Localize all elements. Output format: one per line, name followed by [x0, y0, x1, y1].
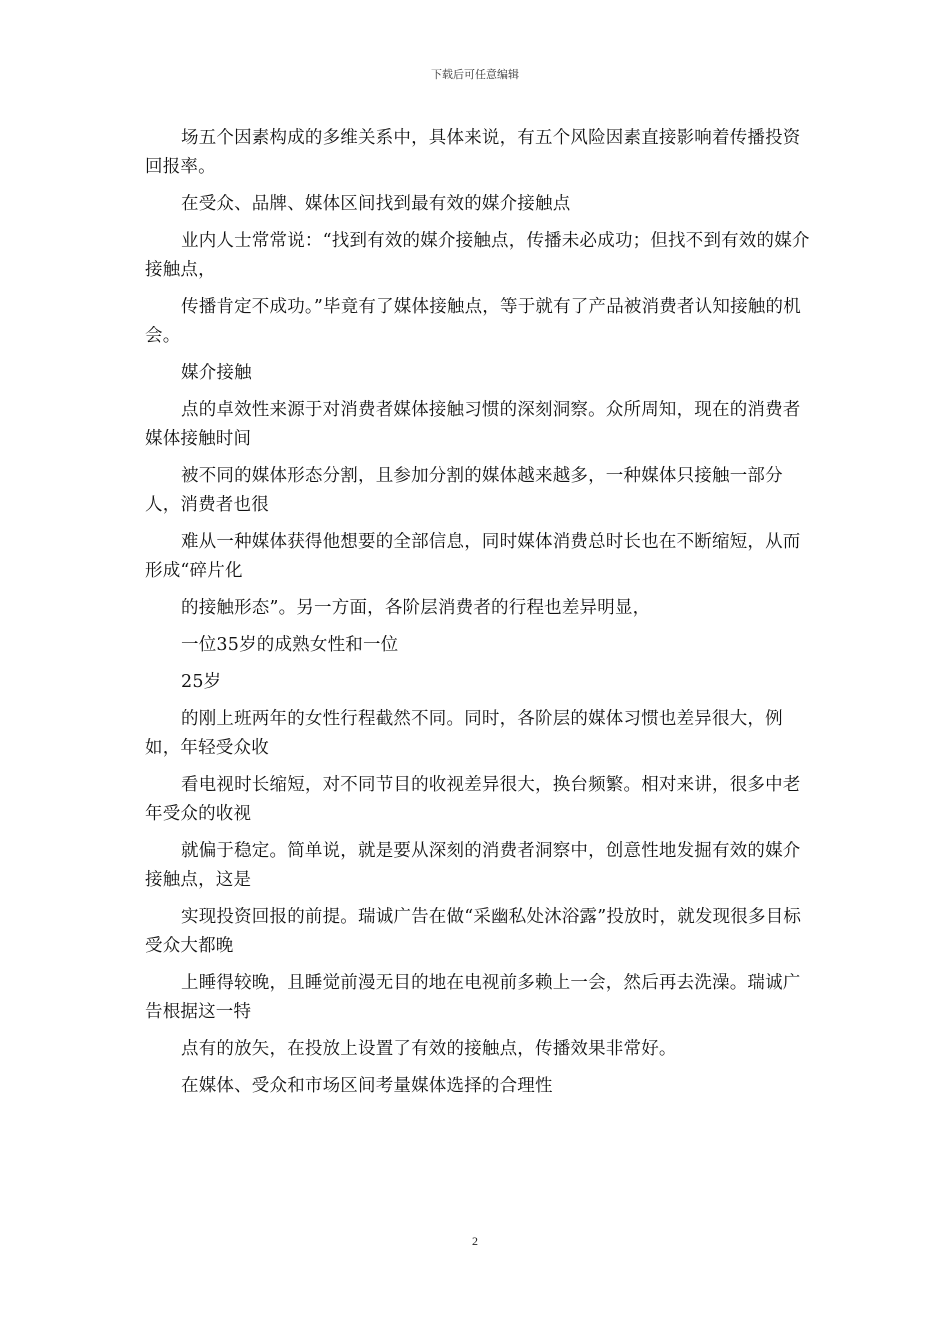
page-number: 2: [472, 1234, 478, 1248]
paragraph: 媒介接触: [181, 363, 252, 383]
paragraph: 上睡得较晚，且睡觉前漫无目的地在电视前多赖上一会，然后再去洗澡。瑞诚广告根据这一特: [145, 973, 801, 1022]
document-body: [145, 124, 815, 1109]
paragraph: 传播肯定不成功。”毕竟有了媒体接触点，等于就有了产品被消费者认知接触的机会。: [145, 297, 801, 346]
paragraph: 难从一种媒体获得他想要的全部信息，同时媒体消费总时长也在不断缩短，从而形成“碎片化: [145, 532, 801, 581]
paragraph: 场五个因素构成的多维关系中，具体来说，有五个风险因素直接影响着传播投资回报率。: [145, 128, 801, 177]
paragraph: 实现投资回报的前提。瑞诚广告在做“采幽私处沐浴露”投放时，就发现很多目标受众大都晚: [145, 907, 802, 956]
paragraph: 看电视时长缩短，对不同节目的收视差异很大，换台频繁。相对来讲，很多中老年受众的收视: [145, 775, 801, 824]
page-header: 下载后可任意编辑: [431, 68, 519, 81]
paragraph: 的接触形态”。另一方面，各阶层消费者的行程也差异明显，: [181, 598, 651, 618]
paragraph: 点的卓效性来源于对消费者媒体接触习惯的深刻洞察。众所周知，现在的消费者媒体接触时间: [145, 400, 801, 449]
paragraph: 25岁: [181, 672, 222, 692]
paragraph: 业内人士常常说：“找到有效的媒介接触点，传播未必成功；但找不到有效的媒介接触点，: [145, 231, 810, 280]
paragraph: 被不同的媒体形态分割，且参加分割的媒体越来越多，一种媒体只接触一部分人，消费者也很: [145, 466, 783, 515]
section-heading: 在媒体、受众和市场区间考量媒体选择的合理性: [181, 1076, 553, 1096]
section-heading: 在受众、品牌、媒体区间找到最有效的媒介接触点: [181, 194, 571, 214]
paragraph: 的刚上班两年的女性行程截然不同。同时，各阶层的媒体习惯也差异很大，例如，年轻受众收: [145, 709, 783, 758]
paragraph: 就偏于稳定。简单说，就是要从深刻的消费者洞察中，创意性地发掘有效的媒介接触点，这是: [145, 841, 801, 890]
paragraph: 点有的放矢，在投放上设置了有效的接触点，传播效果非常好。: [181, 1039, 677, 1059]
paragraph: 一位35岁的成熟女性和一位: [181, 635, 399, 655]
